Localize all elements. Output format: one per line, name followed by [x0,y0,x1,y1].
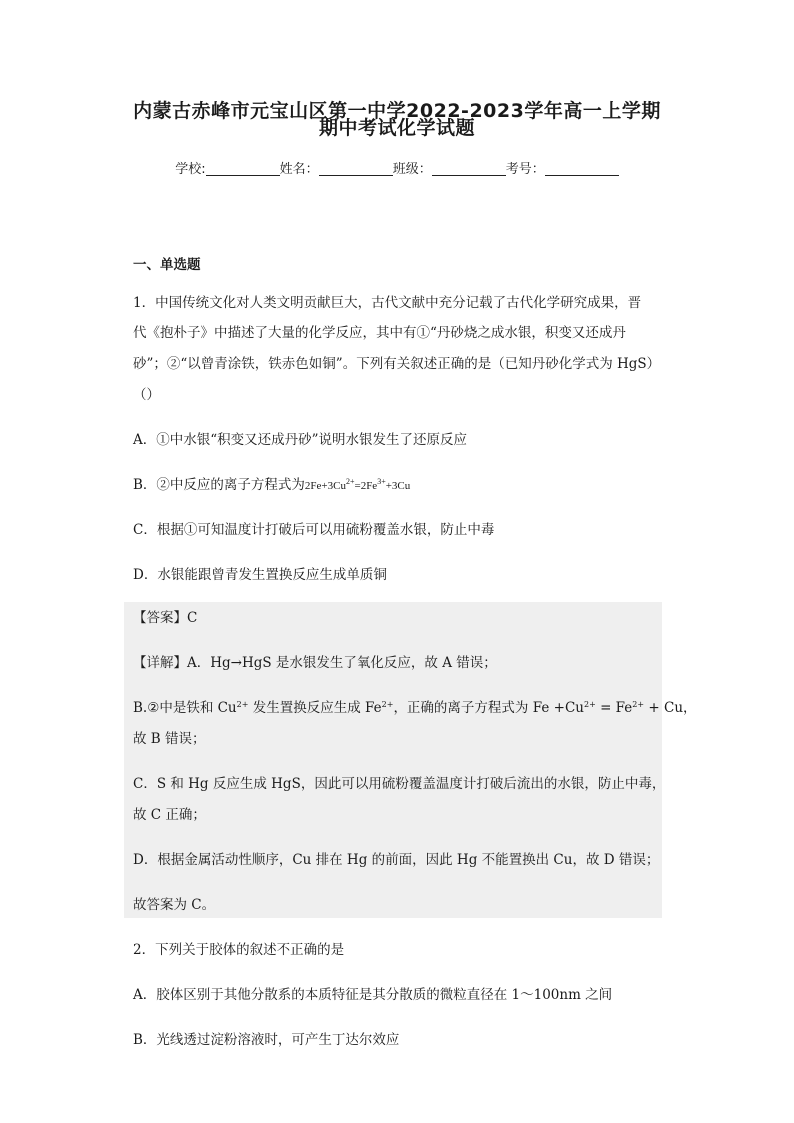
name-label: 姓名： [279,162,319,177]
class-blank [432,163,506,176]
exam-title-line-2: 期中考试化学试题 [318,117,475,139]
q2-option-b: B．光线透过淀粉溶液时，可产生丁达尔效应 [133,1032,400,1048]
q1-detail-c-line-2: 故 C 正确； [133,807,206,823]
exam-title-line-1: 内蒙古赤峰市元宝山区第一中学2022-2023学年高一上学期 [133,100,661,122]
school-label: 学校: [175,162,206,177]
student-info-row [0,158,794,177]
q1-answer: 【答案】C [133,610,198,626]
q1-option-d: D．水银能跟曾青发生置换反应生成单质铜 [133,567,387,583]
q1-option-b-text: B．②中反应的离子方程式为 [133,477,305,493]
q2-option-a: A．胶体区别于其他分散系的本质特征是其分散质的微粒直径在 1～100nm 之间 [133,987,613,1003]
q2-stem: 2．下列关于胶体的叙述不正确的是 [133,942,345,958]
q1-option-b [133,476,410,495]
q1-option-a: A．①中水银“积变又还成丹砂”说明水银发生了还原反应 [133,432,468,448]
q1-option-c: C．根据①可知温度计打破后可以用硫粉覆盖水银，防止中毒 [133,522,495,538]
q1-detail-a: 【详解】A．Hg→HgS 是水银发生了氧化反应，故 A 错误； [133,655,497,671]
q1-detail-c-line-1: C．S 和 Hg 反应生成 HgS，因此可以用硫粉覆盖温度计打破后流出的水银，防止中毒， [133,776,666,792]
exam-no-label: 考号： [505,162,545,177]
q1-detail-b-line-1: B.②中是铁和 $Cu^{2+}$ 发生置换反应生成 $Fe^{2+}$，正确的离子方程式为 $Fe +Cu^{2+} = Fe^{2+} + Cu$， [133,700,697,716]
q1-stem-line-3: 砂”；②“以曾青涂铁，铁赤色如铜”。下列有关叙述正确的是（已知丹砂化学式为 HgS） [133,356,661,372]
exam-no-blank [545,163,619,176]
q1-stem-line-1: 1．中国传统文化对人类文明贡献巨大，古代文献中充分记载了古代化学研究成果，晋 [133,295,642,311]
class-label: 班级： [392,162,432,177]
q1-conclusion: 故答案为 C。 [133,897,216,913]
q1-stem-line-4: （） [133,387,160,403]
q1-stem-line-2: 代《抱朴子》中描述了大量的化学反应，其中有①“丹砂烧之成水银，积变又还成丹 [133,325,626,341]
q1-option-b-equation: $2Fe+3Cu^{2+}=2Fe^{3+}+3Cu$ [304,477,411,492]
school-blank [206,163,280,176]
q1-detail-d: D．根据金属活动性顺序，Cu 排在 Hg 的前面，因此 Hg 不能置换出 Cu，故 D 错误； [133,852,660,868]
q1-detail-b-line-2: 故 B 错误； [133,731,206,747]
name-blank [319,163,393,176]
answer-panel [124,602,662,918]
section-title: 一、单选题 [133,257,201,273]
